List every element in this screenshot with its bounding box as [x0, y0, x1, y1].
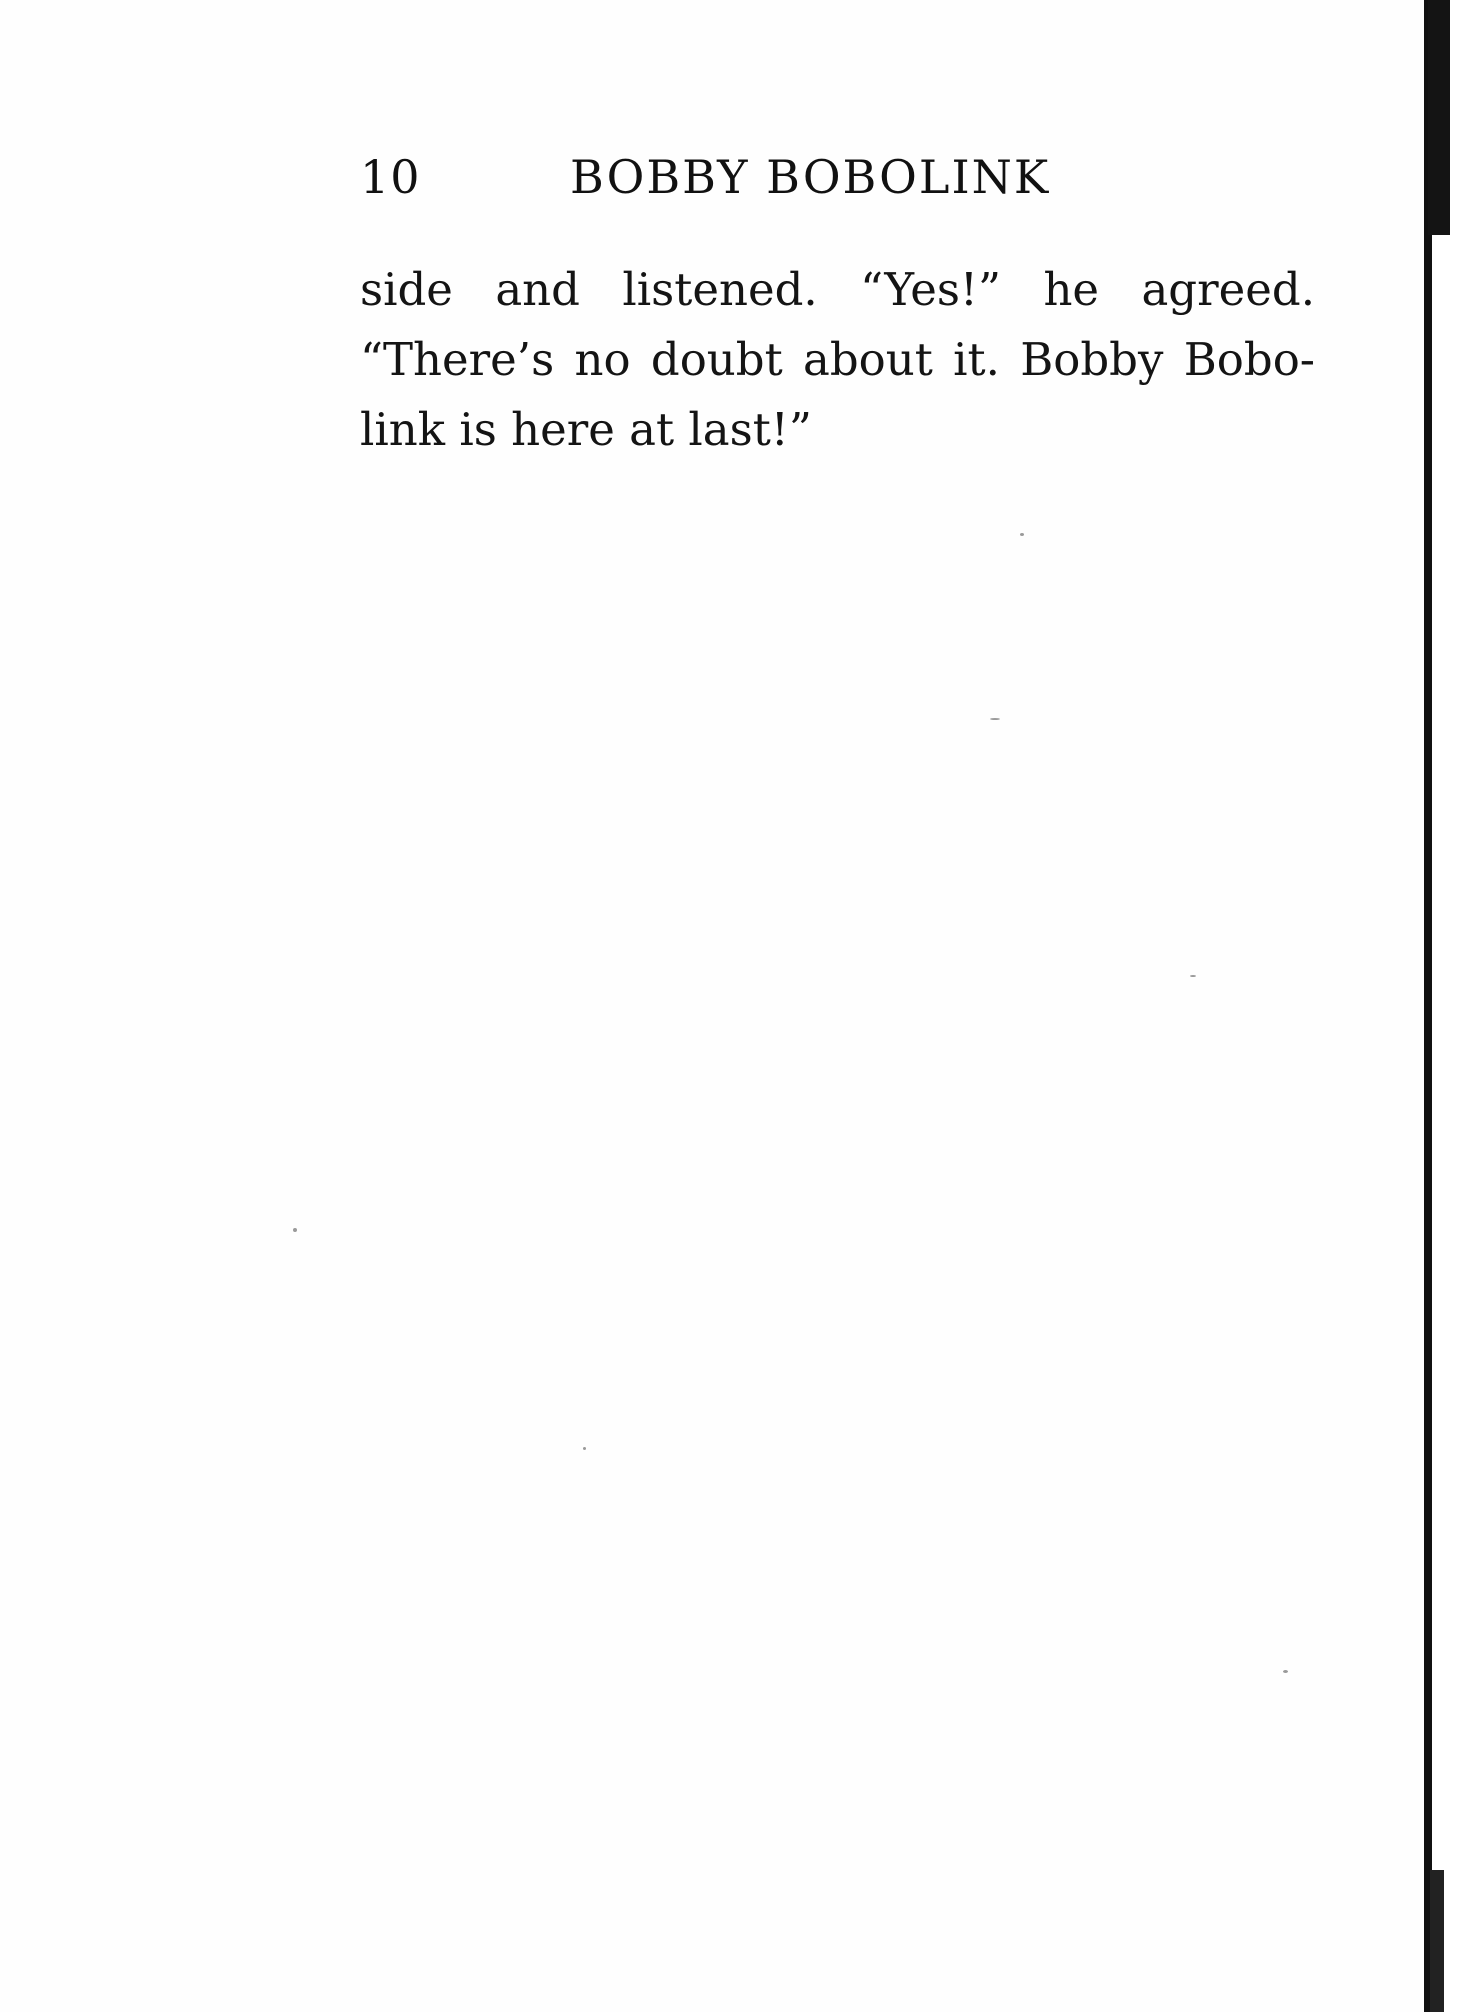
paper-speck [293, 1228, 297, 1232]
page-number: 10 [360, 150, 421, 204]
binding-edge [1424, 0, 1432, 2012]
paper-speck [583, 1447, 586, 1450]
body-text [360, 255, 1315, 465]
text-line: “There’s no doubt about it. Bobby Bobo- [360, 333, 1315, 386]
text-line: link is here at last!” [360, 403, 812, 456]
page-gutter [1436, 0, 1470, 2012]
text-line: side and listened. “Yes!” he agreed. [360, 263, 1315, 316]
paper-speck [1283, 1670, 1288, 1673]
binding-shadow-bottom [1430, 1870, 1444, 2012]
paper-speck [1020, 533, 1024, 536]
paper-speck [990, 718, 1000, 720]
binding-shadow-top [1428, 0, 1450, 235]
paper-speck [1190, 975, 1196, 977]
running-head [360, 150, 1320, 220]
running-title: BOBBY BOBOLINK [570, 150, 1051, 204]
